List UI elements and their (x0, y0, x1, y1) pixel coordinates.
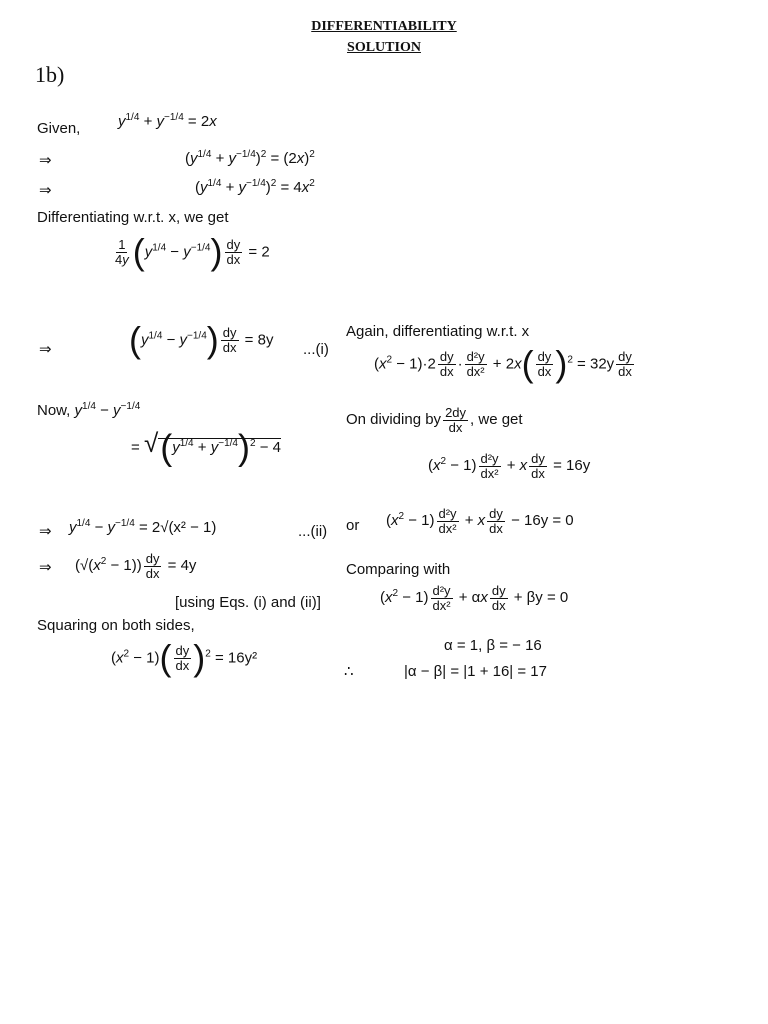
equation-ii-tag: ...(ii) (298, 523, 328, 540)
given-equation: $y^{1/4} + y^{-1/4} = 2x$ (118, 112, 217, 130)
comparing-text: Comparing with (346, 561, 451, 578)
equation-i-tag: ...(i) (303, 341, 329, 358)
derivative-equation: $\frac{1}{4y}$ $(y^{1/4} - y^{-1/4})$ $\frac{dy}{dx}$ = 2 (115, 231, 270, 272)
eqD-rhs: + βy = 0 (513, 589, 569, 607)
sqrt-expression: = $√(y^{1/4} + y^{-1/4})^2 - 4$ (131, 426, 281, 468)
eq4-rhs: = 2 (248, 243, 270, 261)
now-label: Now, (37, 402, 71, 419)
eq3-rhs: = 4y (167, 557, 197, 575)
differentiating-text: Differentiating w.r.t. x, we get (37, 209, 229, 226)
reduced-equation: $(x^2 - 1)$ $\frac{\text{d²y}}{\text{dx²}}$ + x $\frac{dy}{dx}$ = 16y (428, 451, 591, 481)
question-number: 1b) (35, 62, 65, 87)
dividing-label: On dividing by (346, 411, 442, 429)
implies-arrow: ⇒ (39, 523, 52, 540)
standard-form-equation: $(x^2 - 1)$ $\frac{\text{d²y}}{\text{dx²}}$ + x $\frac{dy}{dx}$ − 16y = 0 (386, 506, 574, 536)
equation-ii: $y^{1/4} - y^{-1/4} = 2√(x^2 - 1)$ (69, 518, 217, 536)
left-bottom-block (33, 312, 338, 690)
final-rhs: = 16y² (214, 649, 258, 667)
alpha-beta-values: α = 1, β = − 16 (444, 637, 542, 654)
now-expression: Now, $y^{1/4} - y^{-1/4}$ (37, 401, 141, 419)
header-title: DIFFERENTIABILITY (311, 19, 457, 34)
final-result: |α − β| = |1 + 16| = 17 (404, 663, 547, 680)
again-text: Again, differentiating w.r.t. x (346, 323, 530, 340)
second-derivative-equation: $(x^2 - 1)\cdot 2$ $\frac{dy}{dx}$ · $\frac{\text{d²y}}{\text{dx²}}$ + 2x( $\frac{dy}{dx}$ )$^2$ = 32y $\frac{dy}{dx}$ (374, 343, 632, 384)
implies-arrow: ⇒ (39, 341, 52, 358)
eq2-rhs: = 2√(x² − 1) (138, 519, 217, 536)
given-label: Given, (37, 120, 81, 137)
squaring-text: Squaring on both sides, (37, 617, 195, 634)
implies-arrow: ⇒ (39, 559, 52, 576)
header-subtitle: SOLUTION (347, 40, 421, 55)
eqA-rhs: = 32y (577, 355, 615, 373)
eqC-rhs: − 16y = 0 (511, 512, 574, 530)
using-equations: [using Eqs. (i) and (ii)] (175, 594, 321, 611)
eq1-rhs: = 8y (244, 331, 274, 349)
dividing-text: On dividing by $\frac{2dy}{dx}$ , we get (346, 405, 523, 435)
eqB-rhs: = 16y (553, 457, 591, 475)
therefore-symbol: ∴ (344, 663, 354, 680)
implies-arrow: ⇒ (39, 152, 52, 169)
equation-iii: $(√(x^2 - 1))$ $\frac{dy}{dx}$ = 4y (75, 551, 197, 581)
final-equation: $(x^2 - 1)$( $\frac{dy}{dx}$ )$^2$ = 16y² (111, 637, 258, 678)
equation-i: $(y^{1/4} - y^{-1/4})$ $\frac{dy}{dx}$ = 8y (129, 319, 274, 360)
squared-equation-2: $(y^{1/4} + y^{-1/4})^2 = 4x^2$ (195, 178, 315, 196)
sqrt-tail: − 4 (259, 439, 281, 456)
implies-arrow: ⇒ (39, 182, 52, 199)
left-top-block (33, 95, 338, 300)
we-get-label: , we get (470, 411, 523, 429)
squared-equation: $(y^{1/4} + y^{-1/4})^2 = (2x)^2$ (185, 149, 315, 167)
right-block (340, 312, 650, 690)
comparison-equation: $(x^2 - 1)$ $\frac{\text{d²y}}{\text{dx²}}$ + αx $\frac{dy}{dx}$ + βy = 0 (380, 583, 569, 613)
or-label: or (346, 517, 360, 534)
